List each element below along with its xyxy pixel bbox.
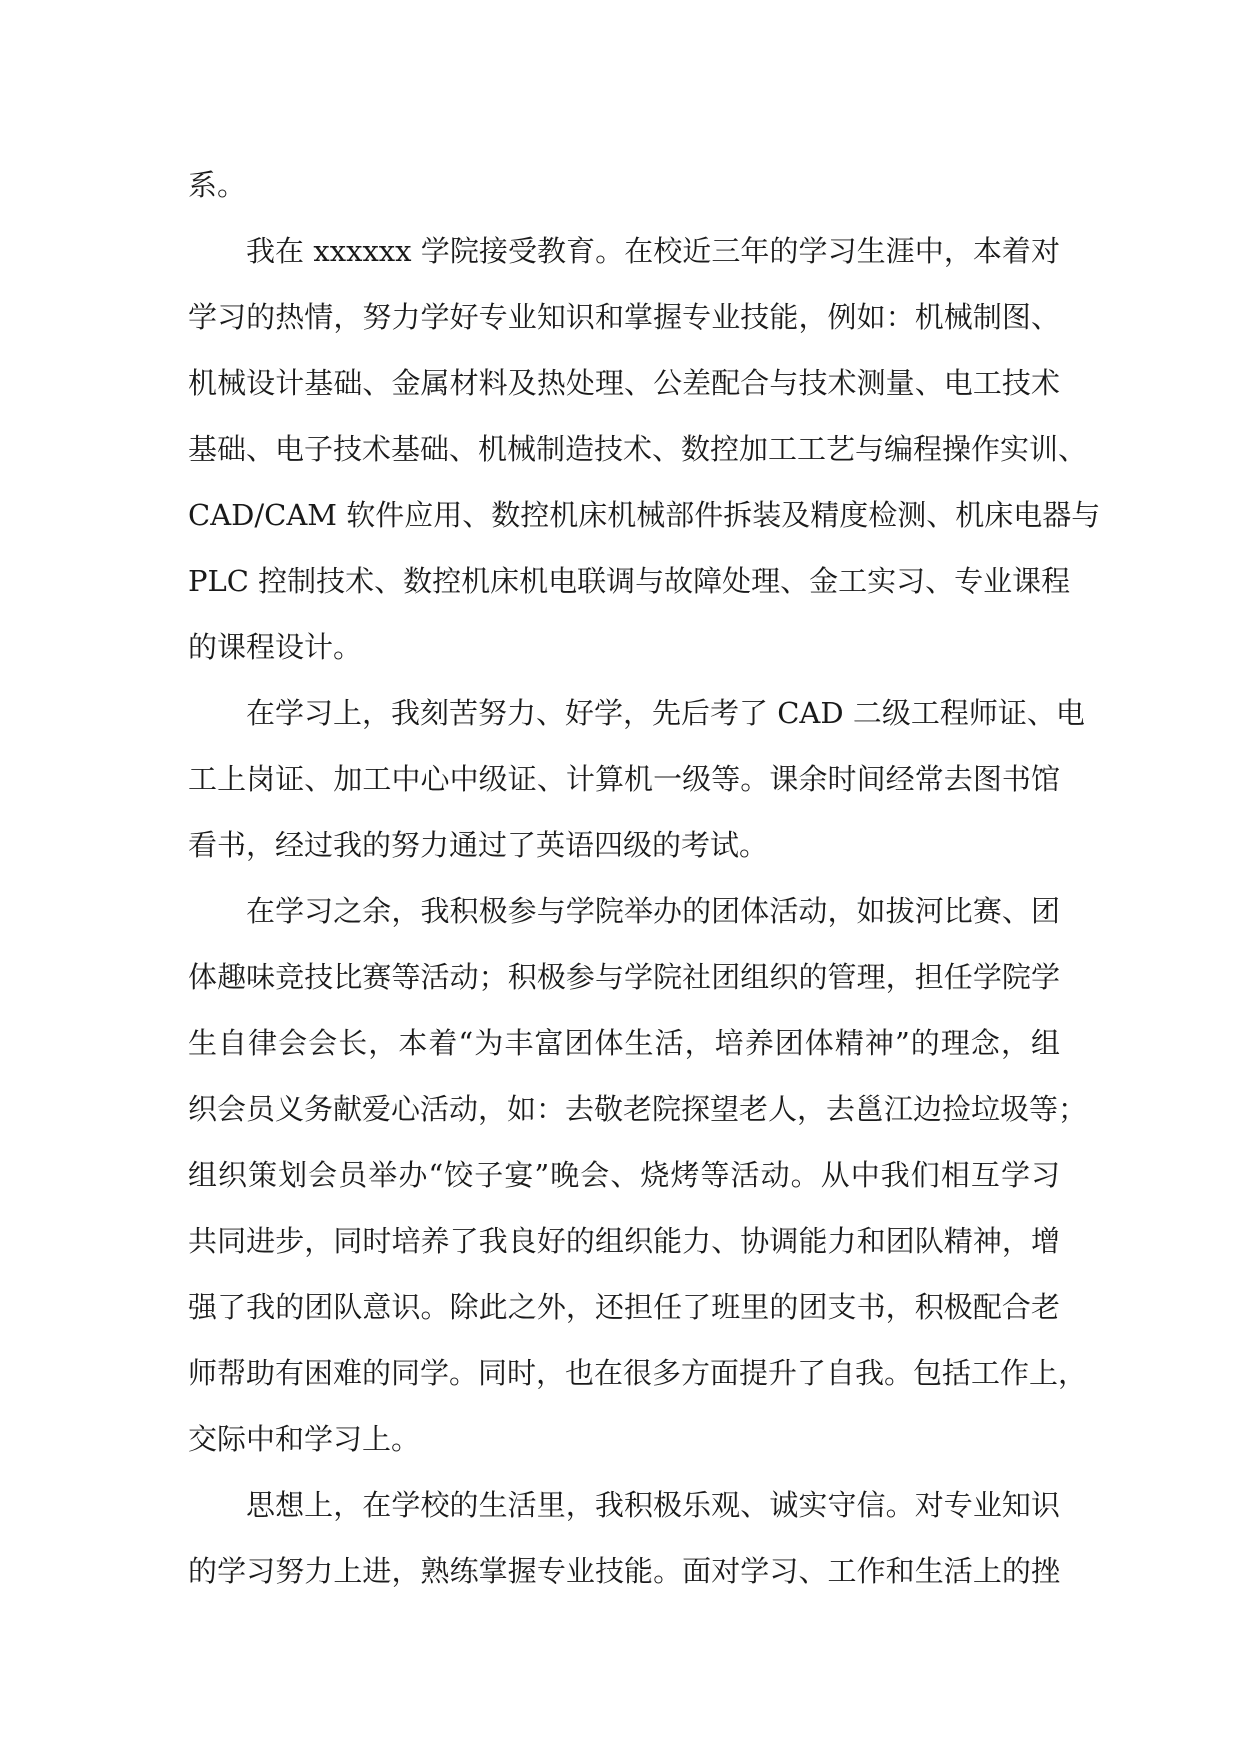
text-line: 学习的热情，努力学好专业知识和掌握专业技能，例如：机械制图、 <box>188 300 1060 334</box>
text-line: 织会员义务献爱心活动，如：去敬老院探望老人，去邕江边捡垃圾等； <box>188 1092 1088 1126</box>
text-line: 师帮助有困难的同学。同时，也在很多方面提升了自我。包括工作上， <box>188 1356 1088 1390</box>
text-line: 在学习之余，我积极参与学院举办的团体活动，如拔河比赛、团 <box>246 894 1060 928</box>
text-line: 看书，经过我的努力通过了英语四级的考试。 <box>188 828 769 862</box>
text-line: 生自律会会长，本着“为丰富团体生活，培养团体精神”的理念，组 <box>188 1026 1060 1060</box>
text-line: 的课程设计。 <box>188 630 363 664</box>
text-line: PLC 控制技术、数控机床机电联调与故障处理、金工实习、专业课程 <box>188 564 1071 598</box>
text-line: 组织策划会员举办“饺子宴”晚会、烧烤等活动。从中我们相互学习 <box>188 1158 1060 1192</box>
text-line: 机械设计基础、金属材料及热处理、公差配合与技术测量、电工技术 <box>188 366 1060 400</box>
text-line: 共同进步，同时培养了我良好的组织能力、协调能力和团队精神，增 <box>188 1224 1060 1258</box>
text-line: 我在 xxxxxx 学院接受教育。在校近三年的学习生涯中，本着对 <box>246 234 1060 268</box>
text-line: 体趣味竞技比赛等活动；积极参与学院社团组织的管理，担任学院学 <box>188 960 1060 994</box>
text-line: 思想上，在学校的生活里，我积极乐观、诚实守信。对专业知识 <box>246 1488 1060 1522</box>
text-line: CAD/CAM 软件应用、数控机床机械部件拆装及精度检测、机床电器与 <box>188 498 1101 532</box>
text-line: 的学习努力上进，熟练掌握专业技能。面对学习、工作和生活上的挫 <box>188 1554 1060 1588</box>
text-line: 基础、电子技术基础、机械制造技术、数控加工工艺与编程操作实训、 <box>188 432 1088 466</box>
text-line: 在学习上，我刻苦努力、好学，先后考了 CAD 二级工程师证、电 <box>246 696 1085 730</box>
text-line: 交际中和学习上。 <box>188 1422 421 1456</box>
text-line: 系。 <box>188 168 247 202</box>
text-line: 工上岗证、加工中心中级证、计算机一级等。课余时间经常去图书馆 <box>188 762 1060 796</box>
document-body <box>188 152 1101 1604</box>
text-line: 强了我的团队意识。除此之外，还担任了班里的团支书，积极配合老 <box>188 1290 1060 1324</box>
